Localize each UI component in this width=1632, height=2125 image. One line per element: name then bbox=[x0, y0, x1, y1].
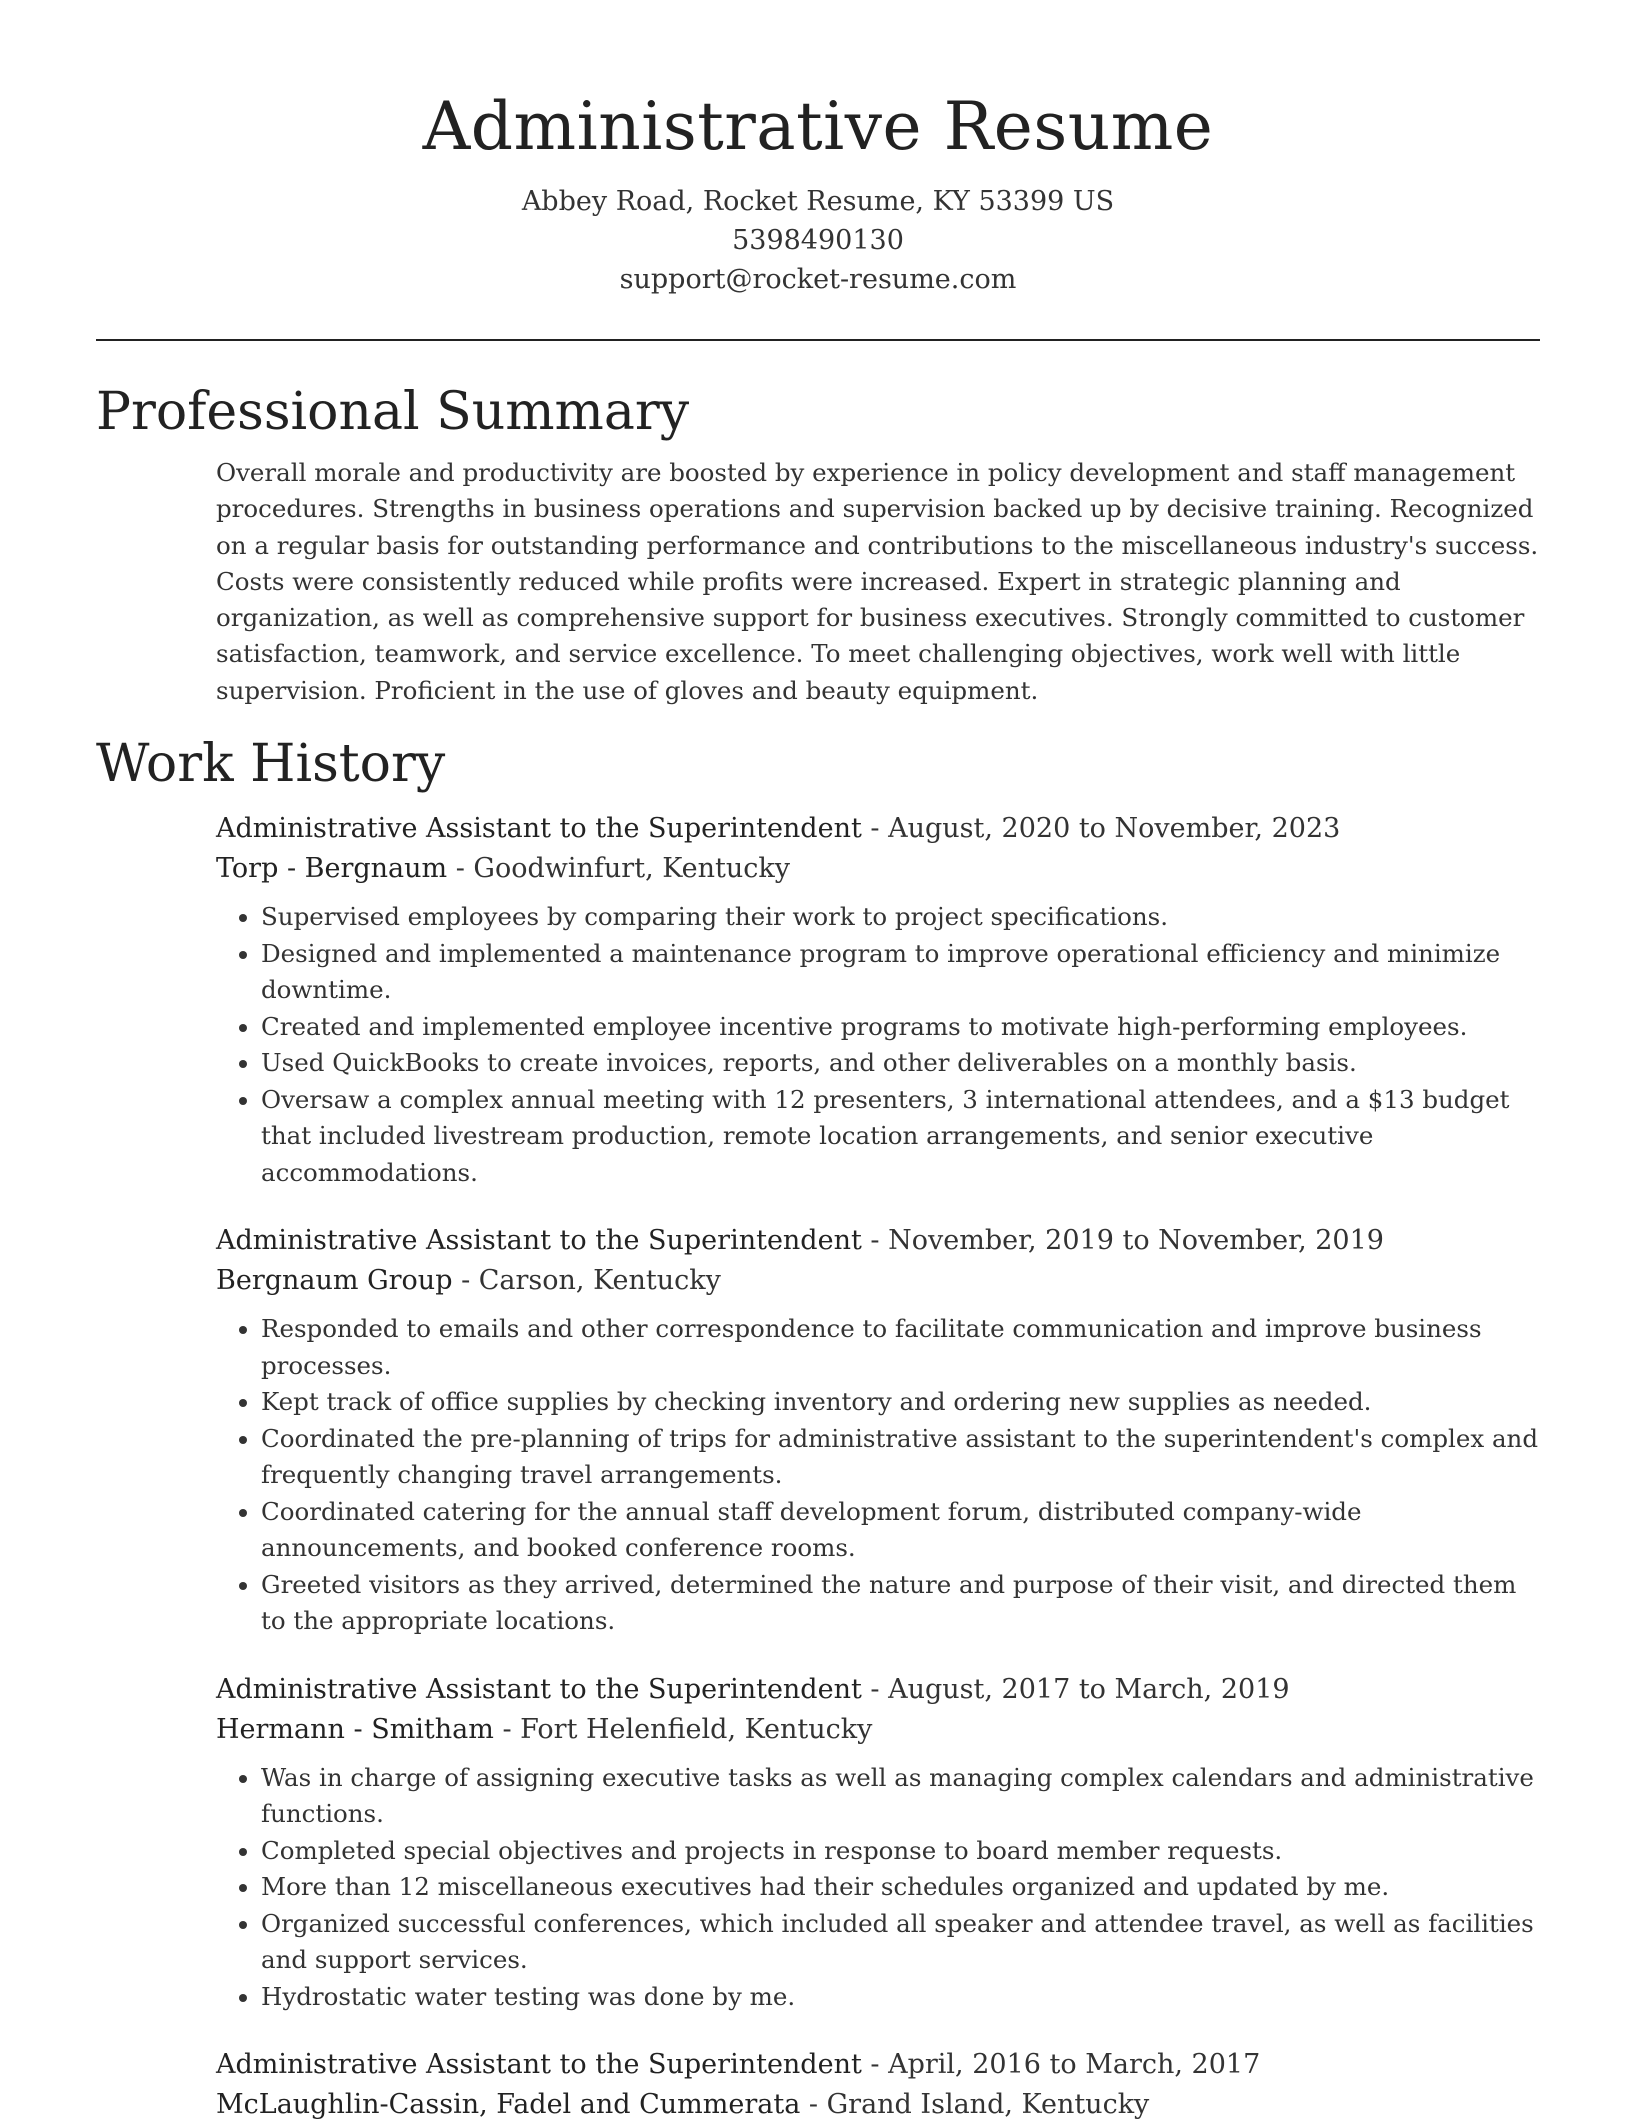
job-dates: - November, 2019 to November, 2019 bbox=[861, 1225, 1384, 1257]
job-bullet: • Completed special objectives and projects in response to board member requests. bbox=[261, 1833, 1540, 1870]
work-history-section bbox=[96, 729, 1540, 2125]
job-company-line bbox=[216, 849, 1540, 889]
job-company-line bbox=[216, 2085, 1540, 2125]
job-bullet: • Was in charge of assigning executive tasks as well as managing complex calendars and administrative functions. bbox=[261, 1760, 1540, 1833]
resume-header bbox=[96, 0, 1540, 299]
job-dates: - August, 2020 to November, 2023 bbox=[861, 813, 1341, 845]
job-title: Administrative Assistant to the Superintendent bbox=[216, 1673, 862, 1705]
job-title: Administrative Assistant to the Superintendent bbox=[216, 813, 862, 845]
job-title-line bbox=[216, 1221, 1540, 1261]
job-entry bbox=[216, 1221, 1540, 1640]
job-bullets bbox=[216, 899, 1540, 1191]
contact-email: support@rocket-resume.com bbox=[619, 264, 1017, 295]
contact-address: Abbey Road, Rocket Resume, KY 53399 US bbox=[521, 186, 1115, 217]
job-bullet: • Supervised employees by comparing their work to project specifications. bbox=[261, 899, 1540, 936]
job-location: - Grand Island, Kentucky bbox=[800, 2089, 1150, 2121]
job-bullet: • Designed and implemented a maintenance program to improve operational efficiency and minimize downtime. bbox=[261, 936, 1540, 1009]
job-bullet: • Coordinated the pre-planning of trips for administrative assistant to the superintendent's complex and frequently changing travel arrangements. bbox=[261, 1421, 1540, 1494]
job-company: Hermann - Smitham bbox=[216, 1713, 494, 1745]
job-bullet: • Created and implemented employee incentive programs to motivate high-performing employees. bbox=[261, 1009, 1540, 1046]
job-title: Administrative Assistant to the Superintendent bbox=[216, 1225, 862, 1257]
work-history-heading: Work History bbox=[96, 734, 446, 795]
job-dates: - August, 2017 to March, 2019 bbox=[861, 1673, 1290, 1705]
job-company-line bbox=[216, 1710, 1540, 1750]
job-bullets bbox=[216, 1311, 1540, 1640]
job-dates: - April, 2016 to March, 2017 bbox=[861, 2049, 1261, 2081]
contact-block bbox=[96, 182, 1540, 299]
job-bullet: • Greeted visitors as they arrived, determined the nature and purpose of their visit, and directed them to the appropriate locations. bbox=[261, 1567, 1540, 1640]
job-bullets bbox=[216, 1760, 1540, 2016]
job-location: - Carson, Kentucky bbox=[452, 1265, 721, 1297]
job-title-line bbox=[216, 809, 1540, 849]
job-title: Administrative Assistant to the Superintendent bbox=[216, 2049, 862, 2081]
job-location: - Goodwinfurt, Kentucky bbox=[447, 853, 791, 885]
job-entry bbox=[216, 809, 1540, 1191]
job-title-line bbox=[216, 1670, 1540, 1710]
contact-phone: 5398490130 bbox=[732, 225, 904, 256]
job-title-line bbox=[216, 2045, 1540, 2085]
job-bullet: • Oversaw a complex annual meeting with 12 presenters, 3 international attendees, and a $13 budget that included livestream production, remote location arrangements, and senior executive accommodations. bbox=[261, 1082, 1540, 1192]
document-title: Administrative Resume bbox=[422, 88, 1214, 165]
summary-section bbox=[96, 377, 1540, 709]
job-bullet: • Hydrostatic water testing was done by me. bbox=[261, 1979, 1540, 2016]
job-bullet: • Used QuickBooks to create invoices, reports, and other deliverables on a monthly basis. bbox=[261, 1045, 1540, 1082]
job-company-line bbox=[216, 1261, 1540, 1301]
job-bullet: • Kept track of office supplies by checking inventory and ordering new supplies as needed. bbox=[261, 1384, 1540, 1421]
job-company: Bergnaum Group bbox=[216, 1265, 453, 1297]
summary-text: Overall morale and productivity are boosted by experience in policy development and staff management procedures. Strengths in business operations and supervision backed up by decisive training. Recognized on a regular basis for outstanding performance and contributions to the miscellaneous industry's success. Costs were consistently reduced while profits were increased. Expert in strategic planning and organization, as well as comprehensive support for business executives. Strongly committed to customer satisfaction, teamwork, and service excellence. To meet challenging objectives, work well with little supervision. Proficient in the use of gloves and beauty equipment. bbox=[216, 458, 1539, 705]
job-company: McLaughlin-Cassin, Fadel and Cummerata bbox=[216, 2089, 801, 2121]
resume-page bbox=[96, 0, 1540, 2125]
job-bullet: • Responded to emails and other correspondence to facilitate communication and improve business processes. bbox=[261, 1311, 1540, 1384]
job-company: Torp - Bergnaum bbox=[216, 853, 448, 885]
job-entry bbox=[216, 1670, 1540, 2016]
job-bullet: • More than 12 miscellaneous executives had their schedules organized and updated by me. bbox=[261, 1869, 1540, 1906]
job-location: - Fort Helenfield, Kentucky bbox=[493, 1713, 873, 1745]
header-divider bbox=[96, 339, 1540, 341]
job-bullet: • Organized successful conferences, which included all speaker and attendee travel, as well as facilities and support services. bbox=[261, 1906, 1540, 1979]
job-entry bbox=[216, 2045, 1540, 2125]
summary-heading: Professional Summary bbox=[96, 382, 690, 442]
job-bullet: • Coordinated catering for the annual staff development forum, distributed company-wide announcements, and booked conference rooms. bbox=[261, 1494, 1540, 1567]
